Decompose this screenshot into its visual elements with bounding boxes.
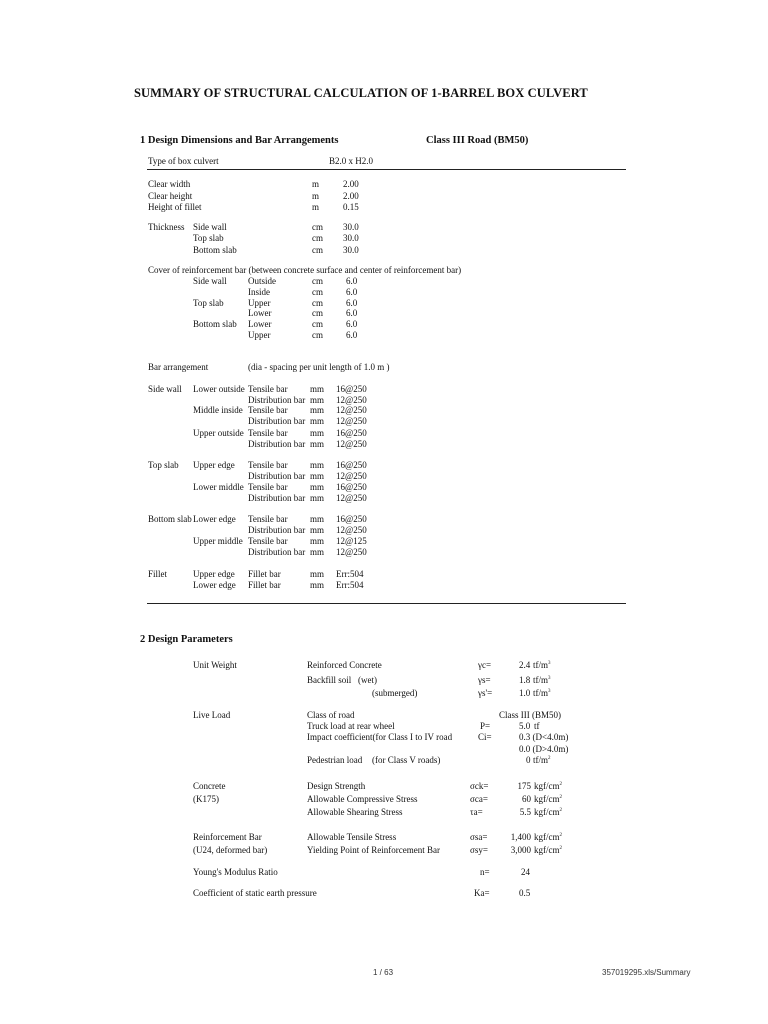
cover-position: Inside [248, 286, 270, 297]
bar-position: Upper outside [193, 428, 244, 438]
thickness-member: Bottom slab [193, 244, 237, 255]
rebar-label: Reinforcement Bar [193, 832, 262, 842]
unit-weight-value: 1.8 [519, 675, 531, 685]
bar-value: 12@250 [336, 471, 367, 481]
unit-weight-value: 2.4 [519, 660, 531, 670]
unit-weight-unit: $tf/m^3$ [533, 688, 551, 698]
road-class-label: Class of road [307, 710, 355, 720]
section1-top-rule [147, 169, 626, 170]
thickness-value: 30.0 [343, 222, 359, 232]
thickness-unit: cm [312, 244, 323, 255]
bar-unit: mm [310, 395, 325, 405]
cover-unit: cm [312, 286, 323, 297]
bar-position: Upper edge [193, 569, 235, 579]
bar-value: 16@250 [336, 384, 367, 394]
unit-weight-item: Backfill soil [307, 675, 352, 685]
road-class: Class III Road (BM50) [426, 135, 529, 146]
unit-weight-condition: (submerged) [372, 688, 418, 698]
truck-load-label: Truck load at rear wheel [307, 721, 395, 731]
bar-type: Distribution bar [248, 547, 306, 557]
modulus-ratio-value: 24 [521, 867, 530, 877]
cover-label: Cover of reinforcement bar (between concrete surface and center of reinforcement bar) [148, 265, 462, 275]
bar-unit: mm [310, 482, 325, 492]
concrete-grade: (K175) [193, 794, 219, 804]
thickness-label: Thickness [148, 222, 185, 232]
bar-type: Tensile bar [248, 514, 288, 524]
live-load-label: Live Load [193, 710, 231, 720]
earth-pressure-label: Coefficient of static earth pressure [193, 888, 317, 898]
bar-unit: mm [310, 384, 325, 394]
rebar-unit: kgf/$cm^2$ [534, 845, 562, 855]
section2-heading: 2 Design Parameters [140, 634, 233, 645]
bar-unit: mm [310, 525, 325, 535]
bar-unit: mm [310, 547, 325, 557]
unit-weight-condition: (wet) [358, 675, 377, 685]
pedestrian-load-unit: $tf/m^2$ [533, 755, 551, 765]
bar-unit: mm [310, 405, 325, 415]
concrete-label: Concrete [193, 781, 226, 791]
bar-value: 12@250 [336, 416, 367, 426]
cover-position: Outside [248, 276, 276, 286]
bar-unit: mm [310, 493, 325, 503]
bar-position: Middle inside [193, 405, 243, 415]
cover-unit: cm [312, 297, 323, 308]
bar-member: Top slab [148, 460, 179, 470]
dimension-unit: m [312, 179, 320, 189]
impact-coefficient-value: 0.0 (D>4.0m) [519, 743, 569, 754]
cover-value: 6.0 [346, 319, 358, 330]
bar-position: Lower middle [193, 482, 244, 492]
bar-value: 12@250 [336, 439, 367, 449]
truck-load-value: 5.0 [519, 721, 531, 731]
bar-value: Err:504 [336, 569, 364, 579]
bar-unit: mm [310, 416, 325, 426]
concrete-value: 5.5 [519, 807, 531, 817]
cover-unit: cm [312, 330, 323, 340]
bar-unit: mm [310, 439, 325, 449]
earth-pressure-value: 0.5 [519, 888, 531, 898]
bar-unit: mm [310, 514, 325, 524]
thickness-value: 30.0 [343, 244, 359, 255]
impact-coefficient-value: 0.3 (D<4.0m) [519, 732, 569, 742]
bar-position: Lower edge [193, 580, 236, 590]
rebar-property: Yielding Point of Reinforcement Bar [307, 845, 440, 855]
thickness-member: Top slab [193, 233, 224, 244]
bar-value: 12@250 [336, 525, 367, 535]
section1-heading: 1 Design Dimensions and Bar Arrangements [140, 135, 339, 146]
bar-arrangement-note: (dia - spacing per unit length of 1.0 m ) [248, 362, 390, 372]
concrete-symbol: σck= [470, 781, 489, 791]
page-number: 1 / 63 [373, 968, 394, 977]
bar-type: Distribution bar [248, 525, 306, 535]
truck-load-unit: tf [534, 721, 540, 731]
cover-value: 6.0 [346, 308, 358, 319]
dimension-label: Height of fillet [148, 202, 202, 212]
unit-weight-label: Unit Weight [193, 660, 237, 670]
cover-member: Top slab [193, 297, 224, 308]
road-class-value: Class III (BM50) [499, 710, 561, 720]
rebar-symbol: σsy= [470, 845, 488, 855]
concrete-unit: kgf/$cm^2$ [534, 794, 562, 804]
bar-unit: mm [310, 580, 325, 590]
concrete-symbol: σca= [470, 794, 488, 804]
bar-position: Upper edge [193, 460, 235, 470]
concrete-unit: kgf/$cm^2$ [534, 807, 562, 817]
section1-bottom-rule [147, 603, 626, 604]
pedestrian-load-value: 0 [526, 755, 531, 765]
rebar-symbol: σsa= [470, 832, 488, 842]
cover-value: 6.0 [346, 297, 358, 308]
impact-coefficient-label: Impact coefficient(for Class I to IV road [307, 732, 453, 742]
bar-value: 16@250 [336, 482, 367, 492]
bar-value: 12@250 [336, 493, 367, 503]
bar-member: Side wall [148, 384, 182, 394]
bar-type: Fillet bar [248, 569, 281, 579]
bar-type: Tensile bar [248, 384, 288, 394]
cover-value: 6.0 [346, 330, 358, 340]
dimension-unit: m [312, 190, 320, 201]
unit-weight-unit: $tf/m^3$ [533, 660, 551, 670]
bar-value: 16@250 [336, 460, 367, 470]
bar-type: Tensile bar [248, 536, 288, 546]
bar-position: Upper middle [193, 536, 243, 546]
bar-value: 12@250 [336, 547, 367, 557]
cover-value: 6.0 [346, 286, 358, 297]
rebar-value: 3,000 [510, 845, 531, 855]
bar-member: Bottom slab [148, 514, 192, 524]
modulus-ratio-label: Young's Modulus Ratio [193, 867, 278, 877]
cover-position: Upper [248, 330, 271, 340]
dimension-label: Clear height [148, 190, 193, 201]
bar-unit: mm [310, 460, 325, 470]
concrete-symbol: τa= [470, 807, 483, 817]
concrete-property: Design Strength [307, 781, 366, 791]
cover-value: 6.0 [346, 276, 358, 286]
dimension-unit: m [312, 202, 320, 212]
pedestrian-load-label: Pedestrian load [307, 755, 363, 765]
thickness-unit: cm [312, 222, 323, 232]
concrete-value: 175 [517, 781, 531, 791]
bar-member: Fillet [148, 569, 168, 579]
bar-position: Lower edge [193, 514, 236, 524]
concrete-value: 60 [522, 794, 531, 804]
unit-weight-symbol: γc= [478, 660, 492, 670]
concrete-property: Allowable Compressive Stress [307, 794, 418, 804]
cover-member: Side wall [193, 276, 227, 286]
culvert-type-label: Type of box culvert [148, 156, 219, 166]
cover-unit: cm [312, 276, 323, 286]
unit-weight-symbol: γs= [478, 675, 491, 685]
bar-value: 16@250 [336, 428, 367, 438]
concrete-property: Allowable Shearing Stress [307, 807, 403, 817]
bar-type: Distribution bar [248, 395, 306, 405]
cover-unit: cm [312, 308, 323, 319]
bar-value: Err:504 [336, 580, 364, 590]
rebar-unit: kgf/$cm^2$ [534, 832, 562, 842]
cover-unit: cm [312, 319, 323, 330]
bar-type: Tensile bar [248, 405, 288, 415]
concrete-unit: kgf/$cm^2$ [534, 781, 562, 791]
bar-arrangement-label: Bar arrangement [148, 362, 209, 372]
bar-value: 16@250 [336, 514, 367, 524]
rebar-property: Allowable Tensile Stress [307, 832, 397, 842]
bar-value: 12@250 [336, 395, 367, 405]
unit-weight-item: Reinforced Concrete [307, 660, 382, 670]
impact-coefficient-symbol: Ci= [478, 732, 492, 742]
dimension-label: Clear width [148, 179, 191, 189]
rebar-value: 1,400 [510, 832, 531, 842]
rebar-grade: (U24, deformed bar) [193, 845, 268, 855]
dimension-value: 2.00 [343, 190, 359, 201]
file-reference: 357019295.xls/Summary [602, 968, 691, 977]
bar-type: Tensile bar [248, 460, 288, 470]
bar-unit: mm [310, 471, 325, 481]
bar-value: 12@125 [336, 536, 367, 546]
thickness-unit: cm [312, 233, 323, 244]
bar-type: Distribution bar [248, 471, 306, 481]
dimension-value: 2.00 [343, 179, 359, 189]
culvert-type-value: B2.0 x H2.0 [329, 156, 374, 166]
bar-type: Tensile bar [248, 428, 288, 438]
bar-unit: mm [310, 428, 325, 438]
bar-type: Tensile bar [248, 482, 288, 492]
unit-weight-symbol: γs'= [478, 688, 493, 698]
bar-type: Distribution bar [248, 493, 306, 503]
bar-type: Distribution bar [248, 416, 306, 426]
modulus-ratio-symbol: n= [480, 867, 490, 877]
truck-load-symbol: P= [480, 721, 491, 731]
cover-position: Lower [248, 319, 272, 330]
document-title: SUMMARY OF STRUCTURAL CALCULATION OF 1-BARREL BOX CULVERT [134, 86, 588, 100]
bar-type: Fillet bar [248, 580, 281, 590]
pedestrian-load-note: (for Class V roads) [372, 755, 441, 765]
bar-type: Distribution bar [248, 439, 306, 449]
thickness-member: Side wall [193, 222, 227, 232]
dimension-value: 0.15 [343, 202, 359, 212]
bar-unit: mm [310, 569, 325, 579]
bar-unit: mm [310, 536, 325, 546]
thickness-value: 30.0 [343, 233, 359, 244]
unit-weight-value: 1.0 [519, 688, 531, 698]
cover-member: Bottom slab [193, 319, 237, 330]
earth-pressure-symbol: Ka= [474, 888, 490, 898]
bar-value: 12@250 [336, 405, 367, 415]
unit-weight-unit: $tf/m^3$ [533, 675, 551, 685]
cover-position: Lower [248, 308, 272, 319]
bar-position: Lower outside [193, 384, 245, 394]
cover-position: Upper [248, 297, 271, 308]
